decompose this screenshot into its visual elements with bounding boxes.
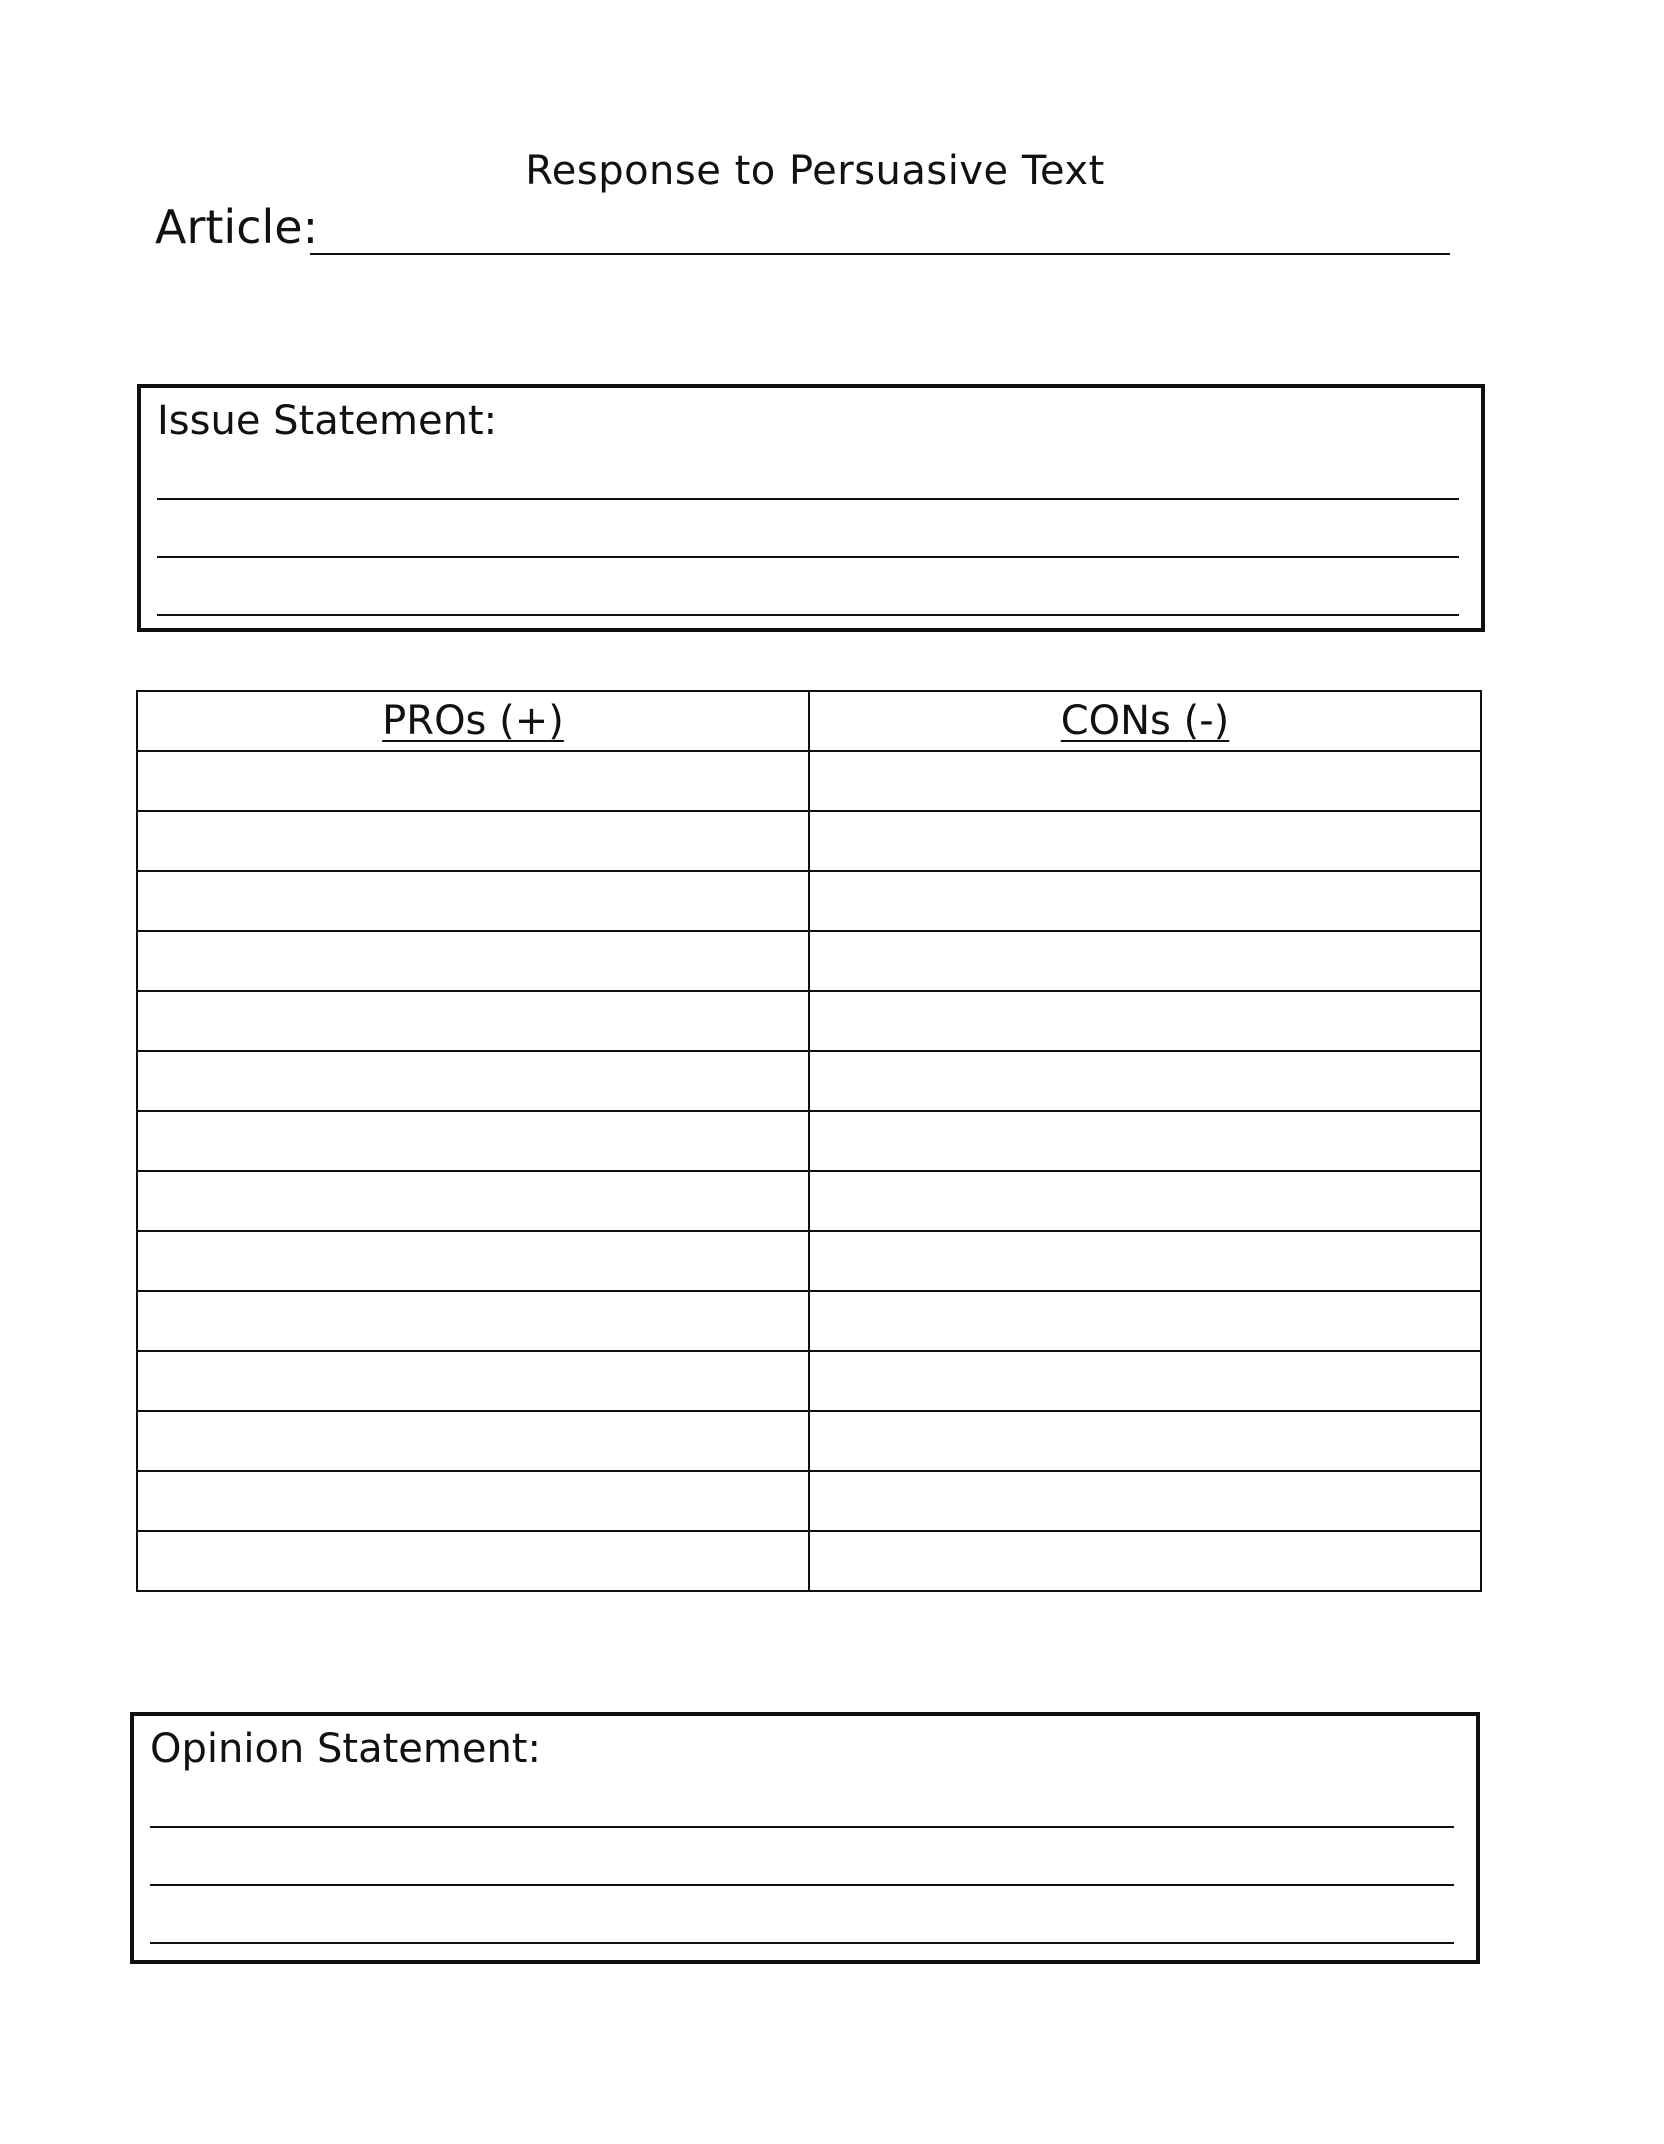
cons-cell[interactable]: [809, 1351, 1481, 1411]
page-title: Response to Persuasive Text: [525, 148, 1105, 194]
table-row: [137, 1291, 1481, 1351]
pros-header: PROs (+): [137, 691, 809, 751]
pros-cons-table: [136, 690, 1482, 1592]
opinion-line-1[interactable]: [150, 1826, 1454, 1828]
table-row: [137, 871, 1481, 931]
table-row: [137, 1171, 1481, 1231]
table-row: [137, 991, 1481, 1051]
cons-cell[interactable]: [809, 871, 1481, 931]
pros-cell[interactable]: [137, 751, 809, 811]
pros-cell[interactable]: [137, 1171, 809, 1231]
table-row: [137, 931, 1481, 991]
pros-cell[interactable]: [137, 871, 809, 931]
cons-cell[interactable]: [809, 1171, 1481, 1231]
cons-cell[interactable]: [809, 1411, 1481, 1471]
table-row: [137, 811, 1481, 871]
pros-cell[interactable]: [137, 1111, 809, 1171]
cons-cell[interactable]: [809, 1051, 1481, 1111]
table-header-row: [137, 691, 1481, 751]
pros-cell[interactable]: [137, 1051, 809, 1111]
cons-cell[interactable]: [809, 811, 1481, 871]
pros-cell[interactable]: [137, 811, 809, 871]
opinion-line-2[interactable]: [150, 1884, 1454, 1886]
opinion-line-3[interactable]: [150, 1942, 1454, 1944]
pros-cell[interactable]: [137, 1531, 809, 1591]
pros-cell[interactable]: [137, 1351, 809, 1411]
pros-cell[interactable]: [137, 1411, 809, 1471]
opinion-statement-box: [130, 1712, 1480, 1964]
cons-cell[interactable]: [809, 931, 1481, 991]
pros-cell[interactable]: [137, 1231, 809, 1291]
cons-cell[interactable]: [809, 1111, 1481, 1171]
cons-header: CONs (-): [809, 691, 1481, 751]
table-row: [137, 1351, 1481, 1411]
issue-statement-box: [137, 384, 1485, 632]
cons-cell[interactable]: [809, 991, 1481, 1051]
cons-cell[interactable]: [809, 1471, 1481, 1531]
table-row: [137, 1411, 1481, 1471]
opinion-statement-label: Opinion Statement:: [150, 1726, 541, 1772]
pros-cell[interactable]: [137, 991, 809, 1051]
cons-cell[interactable]: [809, 751, 1481, 811]
table-row: [137, 1231, 1481, 1291]
article-label: Article:: [155, 200, 319, 254]
pros-cell[interactable]: [137, 1471, 809, 1531]
article-input-line[interactable]: [310, 253, 1450, 255]
cons-cell[interactable]: [809, 1231, 1481, 1291]
table-row: [137, 1051, 1481, 1111]
issue-statement-label: Issue Statement:: [157, 398, 498, 444]
table-row: [137, 1111, 1481, 1171]
issue-line-2[interactable]: [157, 556, 1459, 558]
issue-line-1[interactable]: [157, 498, 1459, 500]
pros-cell[interactable]: [137, 931, 809, 991]
table-row: [137, 1531, 1481, 1591]
issue-line-3[interactable]: [157, 614, 1459, 616]
article-row: [155, 200, 1455, 260]
cons-cell[interactable]: [809, 1291, 1481, 1351]
cons-cell[interactable]: [809, 1531, 1481, 1591]
table-row: [137, 1471, 1481, 1531]
table-row: [137, 751, 1481, 811]
pros-cell[interactable]: [137, 1291, 809, 1351]
